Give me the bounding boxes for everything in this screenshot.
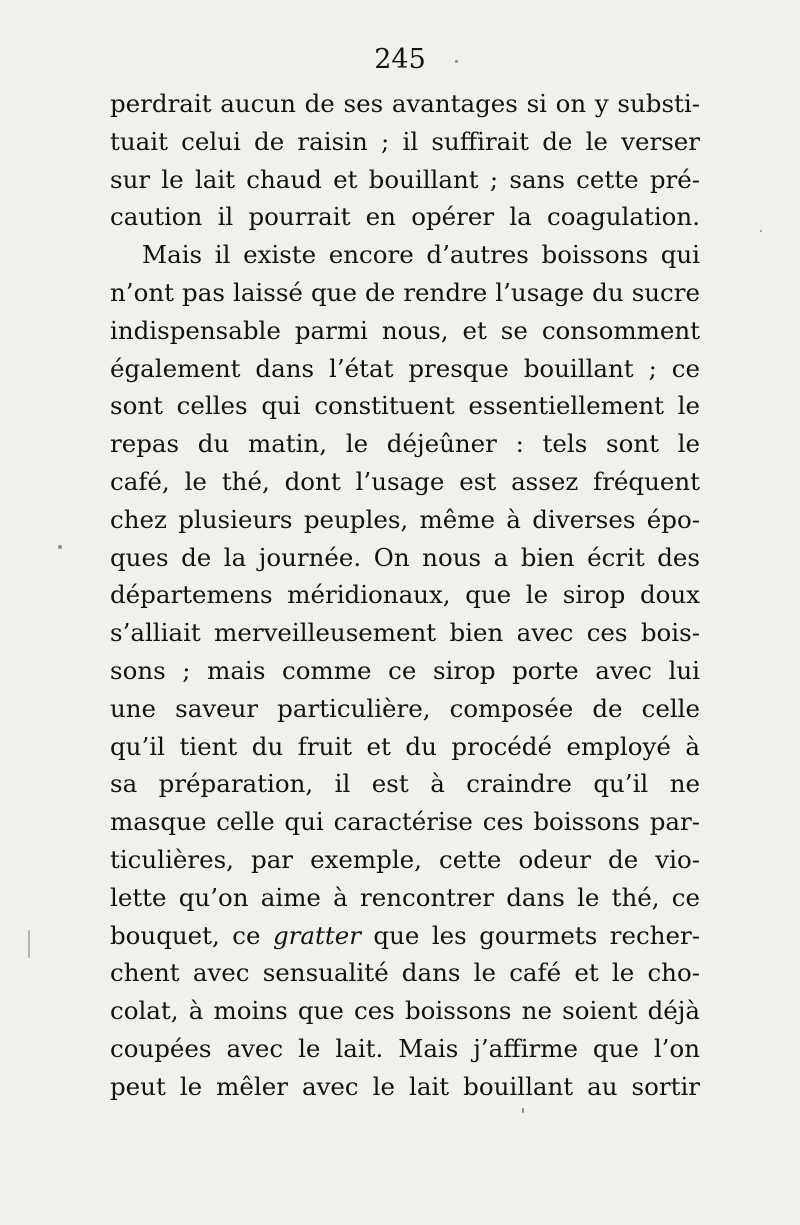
text-segment: sons ; mais comme ce sirop porte avec lui	[110, 655, 700, 685]
text-segment: ques de la journée. On nous a bien écrit des	[110, 542, 700, 572]
text-segment: une saveur particulière, composée de celle	[110, 693, 700, 723]
text-line	[110, 576, 700, 614]
text-segment: tuait celui de raisin ; il suffirait de le verser	[110, 126, 700, 156]
text-line	[110, 463, 700, 501]
text-segment: ticulières, par exemple, cette odeur de vio-	[110, 844, 700, 874]
text-segment: chent avec sensualité dans le café et le cho-	[110, 958, 700, 988]
paper-speck	[28, 930, 30, 958]
text-line	[110, 1030, 700, 1068]
text-line	[110, 614, 700, 652]
text-line	[110, 123, 700, 161]
text-segment: colat, à moins que ces boissons ne soient déjà	[110, 996, 700, 1026]
italic-word: gratter	[273, 920, 361, 950]
text-segment: indispensable parmi nous, et se consomment	[110, 315, 700, 345]
text-segment: que les gourmets recher-	[360, 920, 700, 950]
body-text	[110, 85, 700, 1106]
text-segment: sont celles qui constituent essentiellement le	[110, 391, 700, 421]
text-line	[110, 954, 700, 992]
text-line	[110, 917, 700, 955]
text-segment: repas du matin, le déjeûner : tels sont le	[110, 429, 700, 459]
text-segment: qu’il tient du fruit et du procédé employé à	[110, 731, 700, 761]
text-segment: masque celle qui caractérise ces boissons par-	[110, 807, 700, 837]
text-line	[110, 765, 700, 803]
text-line	[110, 161, 700, 199]
text-segment: Mais il existe encore d’autres boissons qui	[142, 240, 700, 270]
paper-speck	[760, 230, 762, 232]
text-line	[110, 387, 700, 425]
text-segment: départemens méridionaux, que le sirop doux	[110, 580, 700, 610]
text-segment: chez plusieurs peuples, même à diverses épo-	[110, 504, 700, 534]
text-line	[110, 803, 700, 841]
text-line	[110, 501, 700, 539]
text-segment: perdrait aucun de ses avantages si on y substi-	[110, 89, 700, 118]
text-line	[110, 841, 700, 879]
text-segment: s’alliait merveilleusement bien avec ces bois-	[110, 618, 700, 648]
text-segment: sur le lait chaud et bouillant ; sans cette pré-	[110, 164, 700, 194]
text-line	[110, 992, 700, 1030]
text-line	[110, 198, 700, 236]
paper-speck	[522, 1108, 524, 1113]
text-segment: lette qu’on aime à rencontrer dans le thé, ce	[110, 882, 700, 912]
text-segment: café, le thé, dont l’usage est assez fréquent	[110, 466, 700, 496]
text-segment: coupées avec le lait. Mais j’affirme que l’on	[110, 1033, 700, 1063]
text-line	[110, 85, 700, 123]
text-segment: n’ont pas laissé que de rendre l’usage du sucre	[110, 277, 700, 307]
text-line	[110, 728, 700, 766]
text-segment: caution il pourrait en opérer la coagulation.	[110, 202, 700, 232]
paper-speck	[455, 60, 458, 63]
text-segment: peut le mêler avec le lait bouillant au sortir	[110, 1071, 700, 1101]
text-line	[110, 312, 700, 350]
text-segment: sa préparation, il est à craindre qu’il ne	[110, 769, 700, 799]
text-line	[110, 425, 700, 463]
text-segment: bouquet, ce	[110, 920, 273, 950]
text-line	[110, 879, 700, 917]
text-line	[110, 690, 700, 728]
page-number: 245	[374, 44, 426, 75]
text-line	[110, 236, 700, 274]
text-segment: également dans l’état presque bouillant ; ce	[110, 353, 700, 383]
text-line	[110, 539, 700, 577]
paper-speck	[58, 545, 62, 549]
text-line	[110, 1068, 700, 1106]
text-line	[110, 274, 700, 312]
text-line	[110, 652, 700, 690]
text-line	[110, 350, 700, 388]
